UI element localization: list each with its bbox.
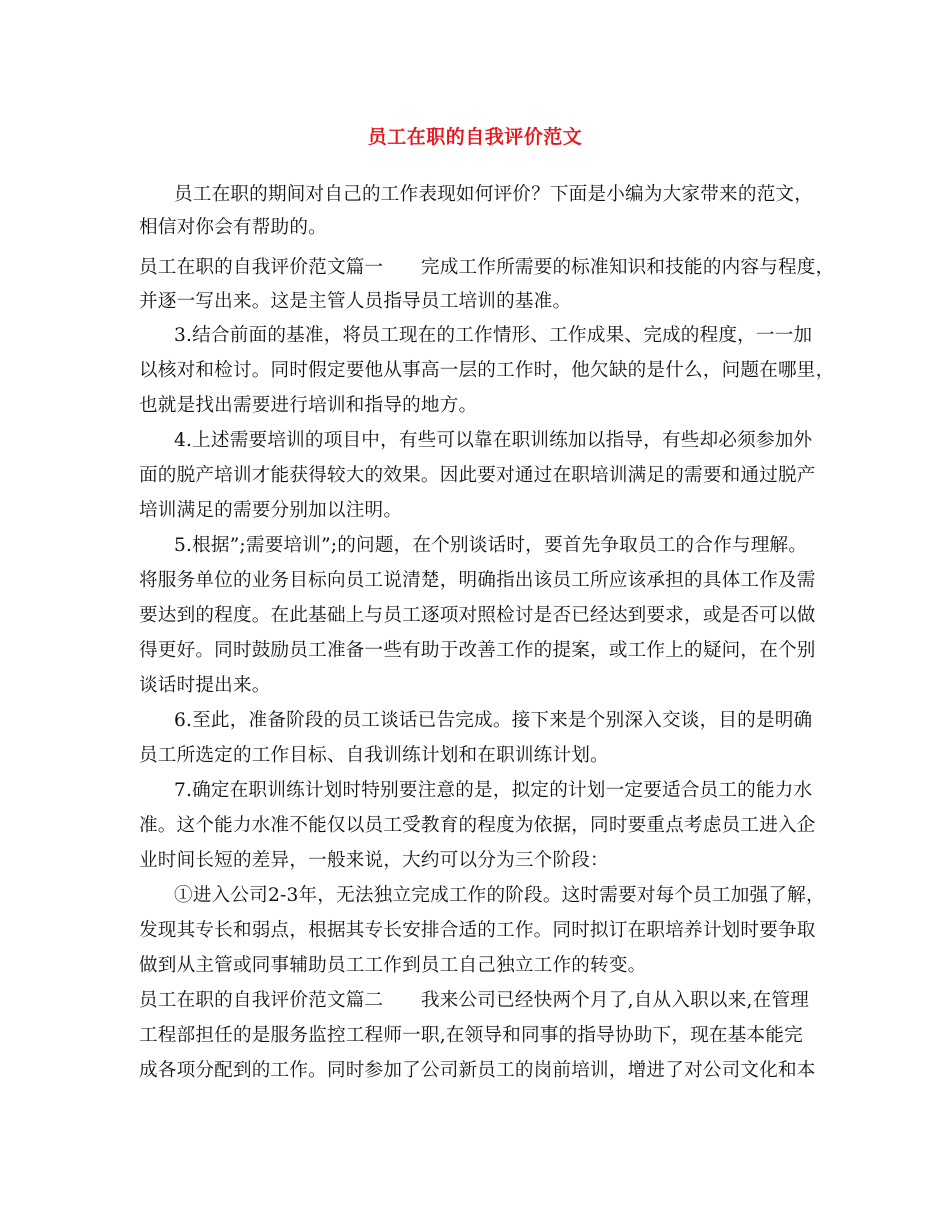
text-line: 培训满足的需要分别加以注明。 bbox=[139, 500, 403, 521]
text-line: 将服务单位的业务目标向员工说清楚，明确指出该员工所应该承担的具体工作及需 bbox=[139, 570, 816, 591]
text-line: 员工在职的期间对自己的工作表现如何评价？下面是小编为大家带来的范文， bbox=[174, 184, 813, 205]
text-line: 发现其专长和弱点，根据其专长安排合适的工作。同时拟订在职培养计划时要争取 bbox=[139, 920, 816, 941]
text-line: 面的脱产培训才能获得较大的效果。因此要对通过在职培训满足的需要和通过脱产 bbox=[139, 465, 816, 486]
text-line: 6.至此，准备阶段的员工谈话已告完成。接下来是个别深入交谈，目的是明确 bbox=[174, 710, 813, 731]
text-line: 要达到的程度。在此基础上与员工逐项对照检讨是否已经达到要求，或是否可以做 bbox=[139, 605, 816, 626]
text-line: 成各项分配到的工作。同时参加了公司新员工的岗前培训，增进了对公司文化和本 bbox=[139, 1060, 816, 1081]
text-line: 也就是找出需要进行培训和指导的地方。 bbox=[139, 395, 478, 416]
text-line: ①进入公司2-3年，无法独立完成工作的阶段。这时需要对每个员工加强了解， bbox=[174, 885, 825, 906]
text-line: 4.上述需要培训的项目中，有些可以靠在职训练加以指导，有些却必须参加外 bbox=[174, 430, 813, 451]
document-title: 员工在职的自我评价范文 bbox=[367, 126, 583, 148]
text-line: 5.根据”;需要培训”;的问题，在个别谈话时，要首先争取员工的合作与理解。 bbox=[174, 535, 808, 556]
text-line: 工程部担任的是服务监控工程师一职,在领导和同事的指导协助下，现在基本能完 bbox=[139, 1025, 803, 1046]
text-line: 员工在职的自我评价范文篇二 我来公司已经快两个月了,自从入职以来,在管理 bbox=[139, 990, 810, 1011]
text-line: 7.确定在职训练计划时特别要注意的是，拟定的计划一定要适合员工的能力水 bbox=[174, 780, 813, 801]
text-line: 员工所选定的工作目标、自我训练计划和在职训练计划。 bbox=[139, 745, 609, 766]
text-line: 3.结合前面的基准，将员工现在的工作情形、工作成果、完成的程度，一一加 bbox=[174, 325, 813, 346]
text-line: 员工在职的自我评价范文篇一 完成工作所需要的标准知识和技能的内容与程度， bbox=[139, 257, 835, 278]
text-line: 谈话时提出来。 bbox=[139, 675, 271, 696]
text-line: 做到从主管或同事辅助员工工作到员工自己独立工作的转变。 bbox=[139, 955, 647, 976]
text-line: 相信对你会有帮助的。 bbox=[139, 217, 327, 238]
text-line: 准。这个能力水准不能仅以员工受教育的程度为依据，同时要重点考虑员工进入企 bbox=[139, 815, 816, 836]
text-line: 业时间长短的差异，一般来说，大约可以分为三个阶段： bbox=[139, 850, 609, 871]
text-line: 并逐一写出来。这是主管人员指导员工培训的基准。 bbox=[139, 291, 572, 312]
text-line: 以核对和检讨。同时假定要他从事高一层的工作时，他欠缺的是什么，问题在哪里， bbox=[139, 360, 835, 381]
text-line: 得更好。同时鼓励员工准备一些有助于改善工作的提案，或工作上的疑问，在个别 bbox=[139, 640, 816, 661]
